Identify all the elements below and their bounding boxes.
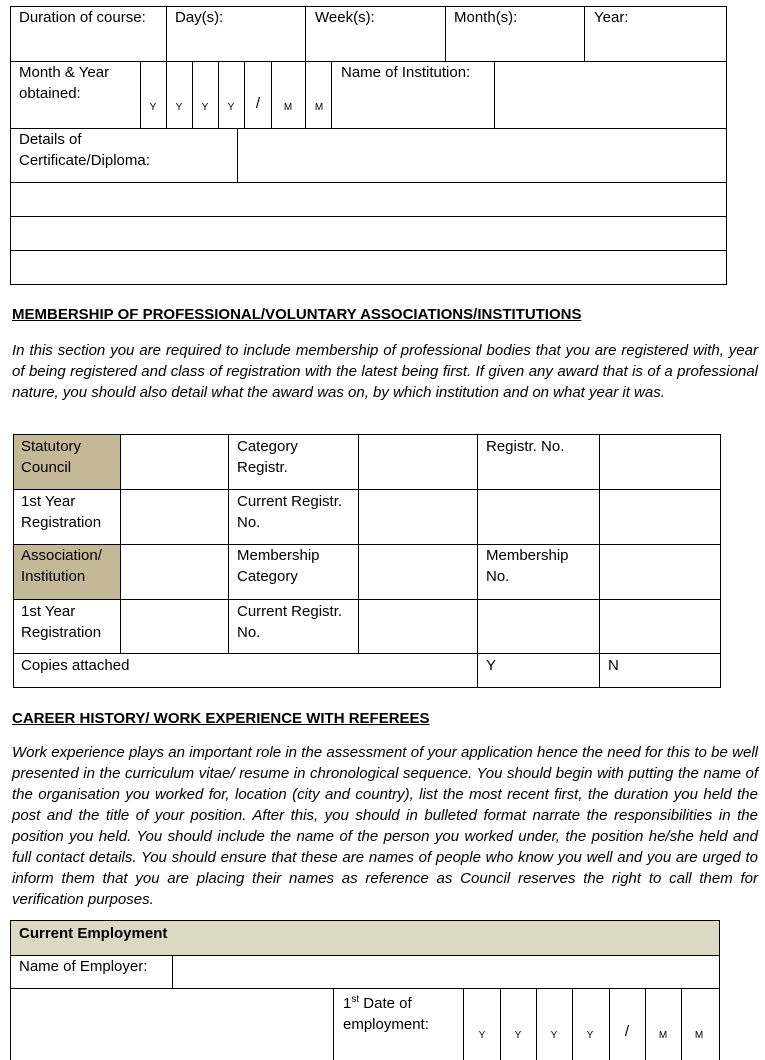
certificate-label: Details of Certificate/Diploma: — [19, 131, 150, 169]
membership-intro: In this section you are required to include membership of professional bodies that you are registered with, year of being registered and class of registration with the latest being first. If given any award that is of a professional nature, you should also detail what the award was on, by which institution and on what year it was. — [12, 342, 758, 401]
year-label: Year: — [594, 9, 629, 26]
first-year-registration-label-1: 1st Year Registration — [21, 493, 102, 531]
employer-field[interactable] — [173, 956, 718, 987]
copies-attached-label: Copies attached — [21, 657, 130, 674]
months-label: Month(s): — [454, 9, 518, 26]
membership-category-label: Membership Category — [237, 547, 320, 585]
employment-date-field[interactable] — [11, 989, 332, 1059]
certificate-field[interactable] — [238, 129, 726, 181]
first-date-sup: st — [351, 994, 360, 1005]
months-field[interactable] — [446, 7, 583, 60]
date-char-y4[interactable]: Y — [227, 102, 235, 113]
date-char-m1[interactable]: M — [283, 102, 293, 113]
obtained-label: Month & Year obtained: — [19, 64, 110, 102]
registr-no-field[interactable] — [600, 435, 719, 488]
date-char-y2[interactable]: Y — [175, 102, 183, 113]
certificate-line-3[interactable] — [11, 251, 726, 284]
certificate-line-1[interactable] — [11, 183, 726, 216]
emp-date-char-y2[interactable]: Y — [514, 1030, 522, 1041]
emp-date-char-y1[interactable]: Y — [478, 1030, 486, 1041]
career-intro: Work experience plays an important role in the assessment of your application hence the need for this to be well presented in the curriculum vitae/ resume in chronological sequence. You should begin with putting the name of the organisation you worked for, location (city and country), list the most recent first, the duration you held the post and the title of your position. After this, you should in bulleted format narrate the responsibilities in the position you held. You should include the name of the person you worked under, the position he/she held and full contact details. You should ensure that these are names of people who know you well and you are urged to inform them that you are placing their names as reference as Council reserves the right to call them for verification purposes. — [12, 744, 758, 908]
date-char-y1[interactable]: Y — [149, 102, 157, 113]
membership-no-field[interactable] — [600, 545, 719, 598]
current-employment-label: Current Employment — [19, 925, 168, 942]
copies-no-option[interactable]: N — [608, 657, 619, 674]
association-institution-field[interactable] — [121, 545, 227, 598]
current-registr-no-label-2: Current Registr. No. — [237, 603, 343, 641]
emp-date-char-m2[interactable]: M — [694, 1030, 704, 1041]
first-year-registration-label-2: 1st Year Registration — [21, 603, 102, 641]
weeks-label: Week(s): — [315, 9, 375, 26]
first-year-registration-field-1[interactable] — [121, 490, 227, 543]
year-field[interactable] — [585, 7, 726, 60]
emp-date-char-m1[interactable]: M — [658, 1030, 668, 1041]
first-date-label — [343, 989, 458, 1035]
statutory-council-field[interactable] — [121, 435, 227, 488]
emp-date-char-y3[interactable]: Y — [550, 1030, 558, 1041]
first-date-rest: Date of employment: — [343, 995, 429, 1033]
category-registr-label: Category Registr. — [237, 438, 298, 476]
category-registr-field[interactable] — [359, 435, 476, 488]
duration-label: Duration of course: — [19, 9, 146, 26]
career-heading: CAREER HISTORY/ WORK EXPERIENCE WITH REFEREES — [12, 710, 430, 727]
certificate-line-2[interactable] — [11, 217, 726, 250]
association-institution-label: Association/ Institution — [21, 547, 102, 585]
institution-label: Name of Institution: — [341, 64, 471, 81]
current-registr-no-field-1[interactable] — [359, 490, 476, 543]
date-slash: / — [255, 95, 261, 112]
copies-yes-option[interactable]: Y — [486, 657, 497, 674]
employer-label: Name of Employer: — [19, 958, 148, 975]
emp-date-slash: / — [624, 1023, 630, 1040]
current-registr-no-label-1: Current Registr. No. — [237, 493, 343, 531]
date-char-m2[interactable]: M — [314, 102, 324, 113]
registr-no-label: Registr. No. — [486, 438, 565, 455]
statutory-council-label: Statutory Council — [21, 438, 82, 476]
first-date-prefix: 1 — [343, 995, 352, 1012]
membership-category-field[interactable] — [359, 545, 476, 598]
membership-heading: MEMBERSHIP OF PROFESSIONAL/VOLUNTARY ASSOCIATIONS/INSTITUTIONS — [12, 306, 582, 323]
emp-date-char-y4[interactable]: Y — [586, 1030, 594, 1041]
days-field[interactable] — [167, 7, 304, 60]
date-char-y3[interactable]: Y — [201, 102, 209, 113]
first-year-registration-field-2[interactable] — [121, 600, 227, 652]
membership-no-label: Membership No. — [486, 547, 569, 585]
institution-field[interactable] — [495, 62, 726, 127]
weeks-field[interactable] — [306, 7, 444, 60]
current-registr-no-field-2[interactable] — [359, 600, 476, 652]
days-label: Day(s): — [175, 9, 224, 26]
